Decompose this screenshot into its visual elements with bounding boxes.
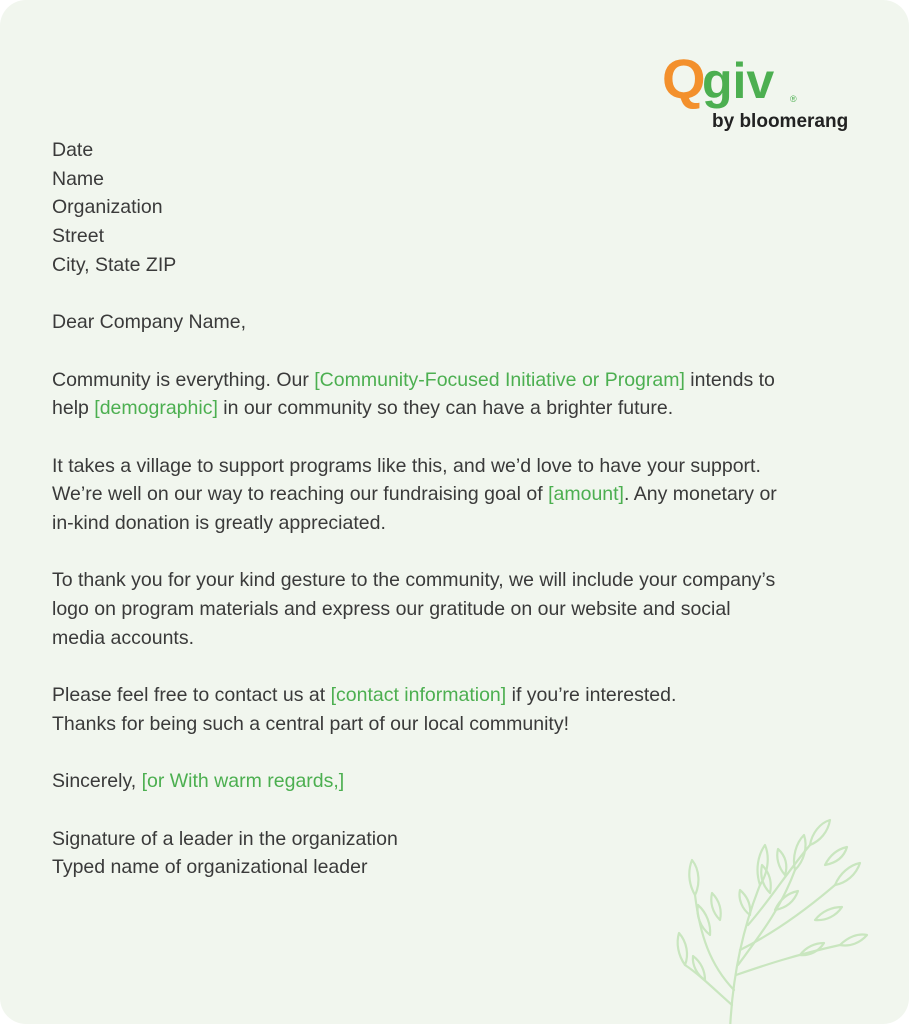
paragraph-3-line-2: logo on program materials and express our gratitude on our website and social (52, 598, 731, 621)
placeholder-initiative: [Community-Focused Initiative or Program] (314, 368, 685, 391)
placeholder-amount: [amount] (548, 483, 624, 506)
paragraph-3-line-3: media accounts. (52, 626, 194, 649)
paragraph-1-line-1: Community is everything. Our [Community-Focused Initiative or Program] intends to (52, 368, 775, 391)
placeholder-contact-information: [contact information] (330, 684, 507, 707)
logo-word: giv (702, 53, 775, 109)
qgiv-logo-icon (660, 50, 860, 134)
typed-name-line: Typed name of organizational leader (52, 856, 368, 879)
logo-registered: ® (790, 94, 797, 104)
header-date: Date (52, 139, 94, 161)
header-organization: Organization (52, 196, 163, 219)
placeholder-demographic: [demographic] (94, 397, 218, 420)
placeholder-closing-alternative: [or With warm regards,] (141, 770, 345, 793)
paragraph-1-line-2: help [demographic] in our community so they can have a brighter future. (52, 397, 674, 420)
signature-line: Signature of a leader in the organization (52, 827, 398, 850)
paragraph-4-line-2: Thanks for being such a central part of our local community! (52, 712, 569, 735)
salutation: Dear Company Name, (52, 311, 246, 334)
header-name: Name (52, 167, 105, 190)
letter-body (52, 136, 872, 882)
header-city-state-zip: City, State ZIP (52, 253, 177, 276)
paragraph-2-line-1: It takes a village to support programs like this, and we’d love to have your support. (52, 454, 761, 477)
paragraph-4-line-1: Please feel free to contact us at [contact information] if you’re interested. (52, 684, 677, 707)
qgiv-logo (660, 50, 860, 134)
paragraph-2-line-2: We’re well on our way to reaching our fundraising goal of [amount]. Any monetary or (52, 483, 777, 506)
leaf-sprig-icon (670, 815, 870, 1024)
paragraph-2-line-3: in-kind donation is greatly appreciated. (52, 512, 386, 535)
logo-byline: by bloomerang (712, 111, 849, 132)
logo-q: Q (662, 50, 706, 110)
paragraph-3-line-1: To thank you for your kind gesture to the community, we will include your company’s (52, 569, 776, 592)
closing: Sincerely, [or With warm regards,] (52, 770, 345, 793)
header-street: Street (52, 225, 105, 248)
